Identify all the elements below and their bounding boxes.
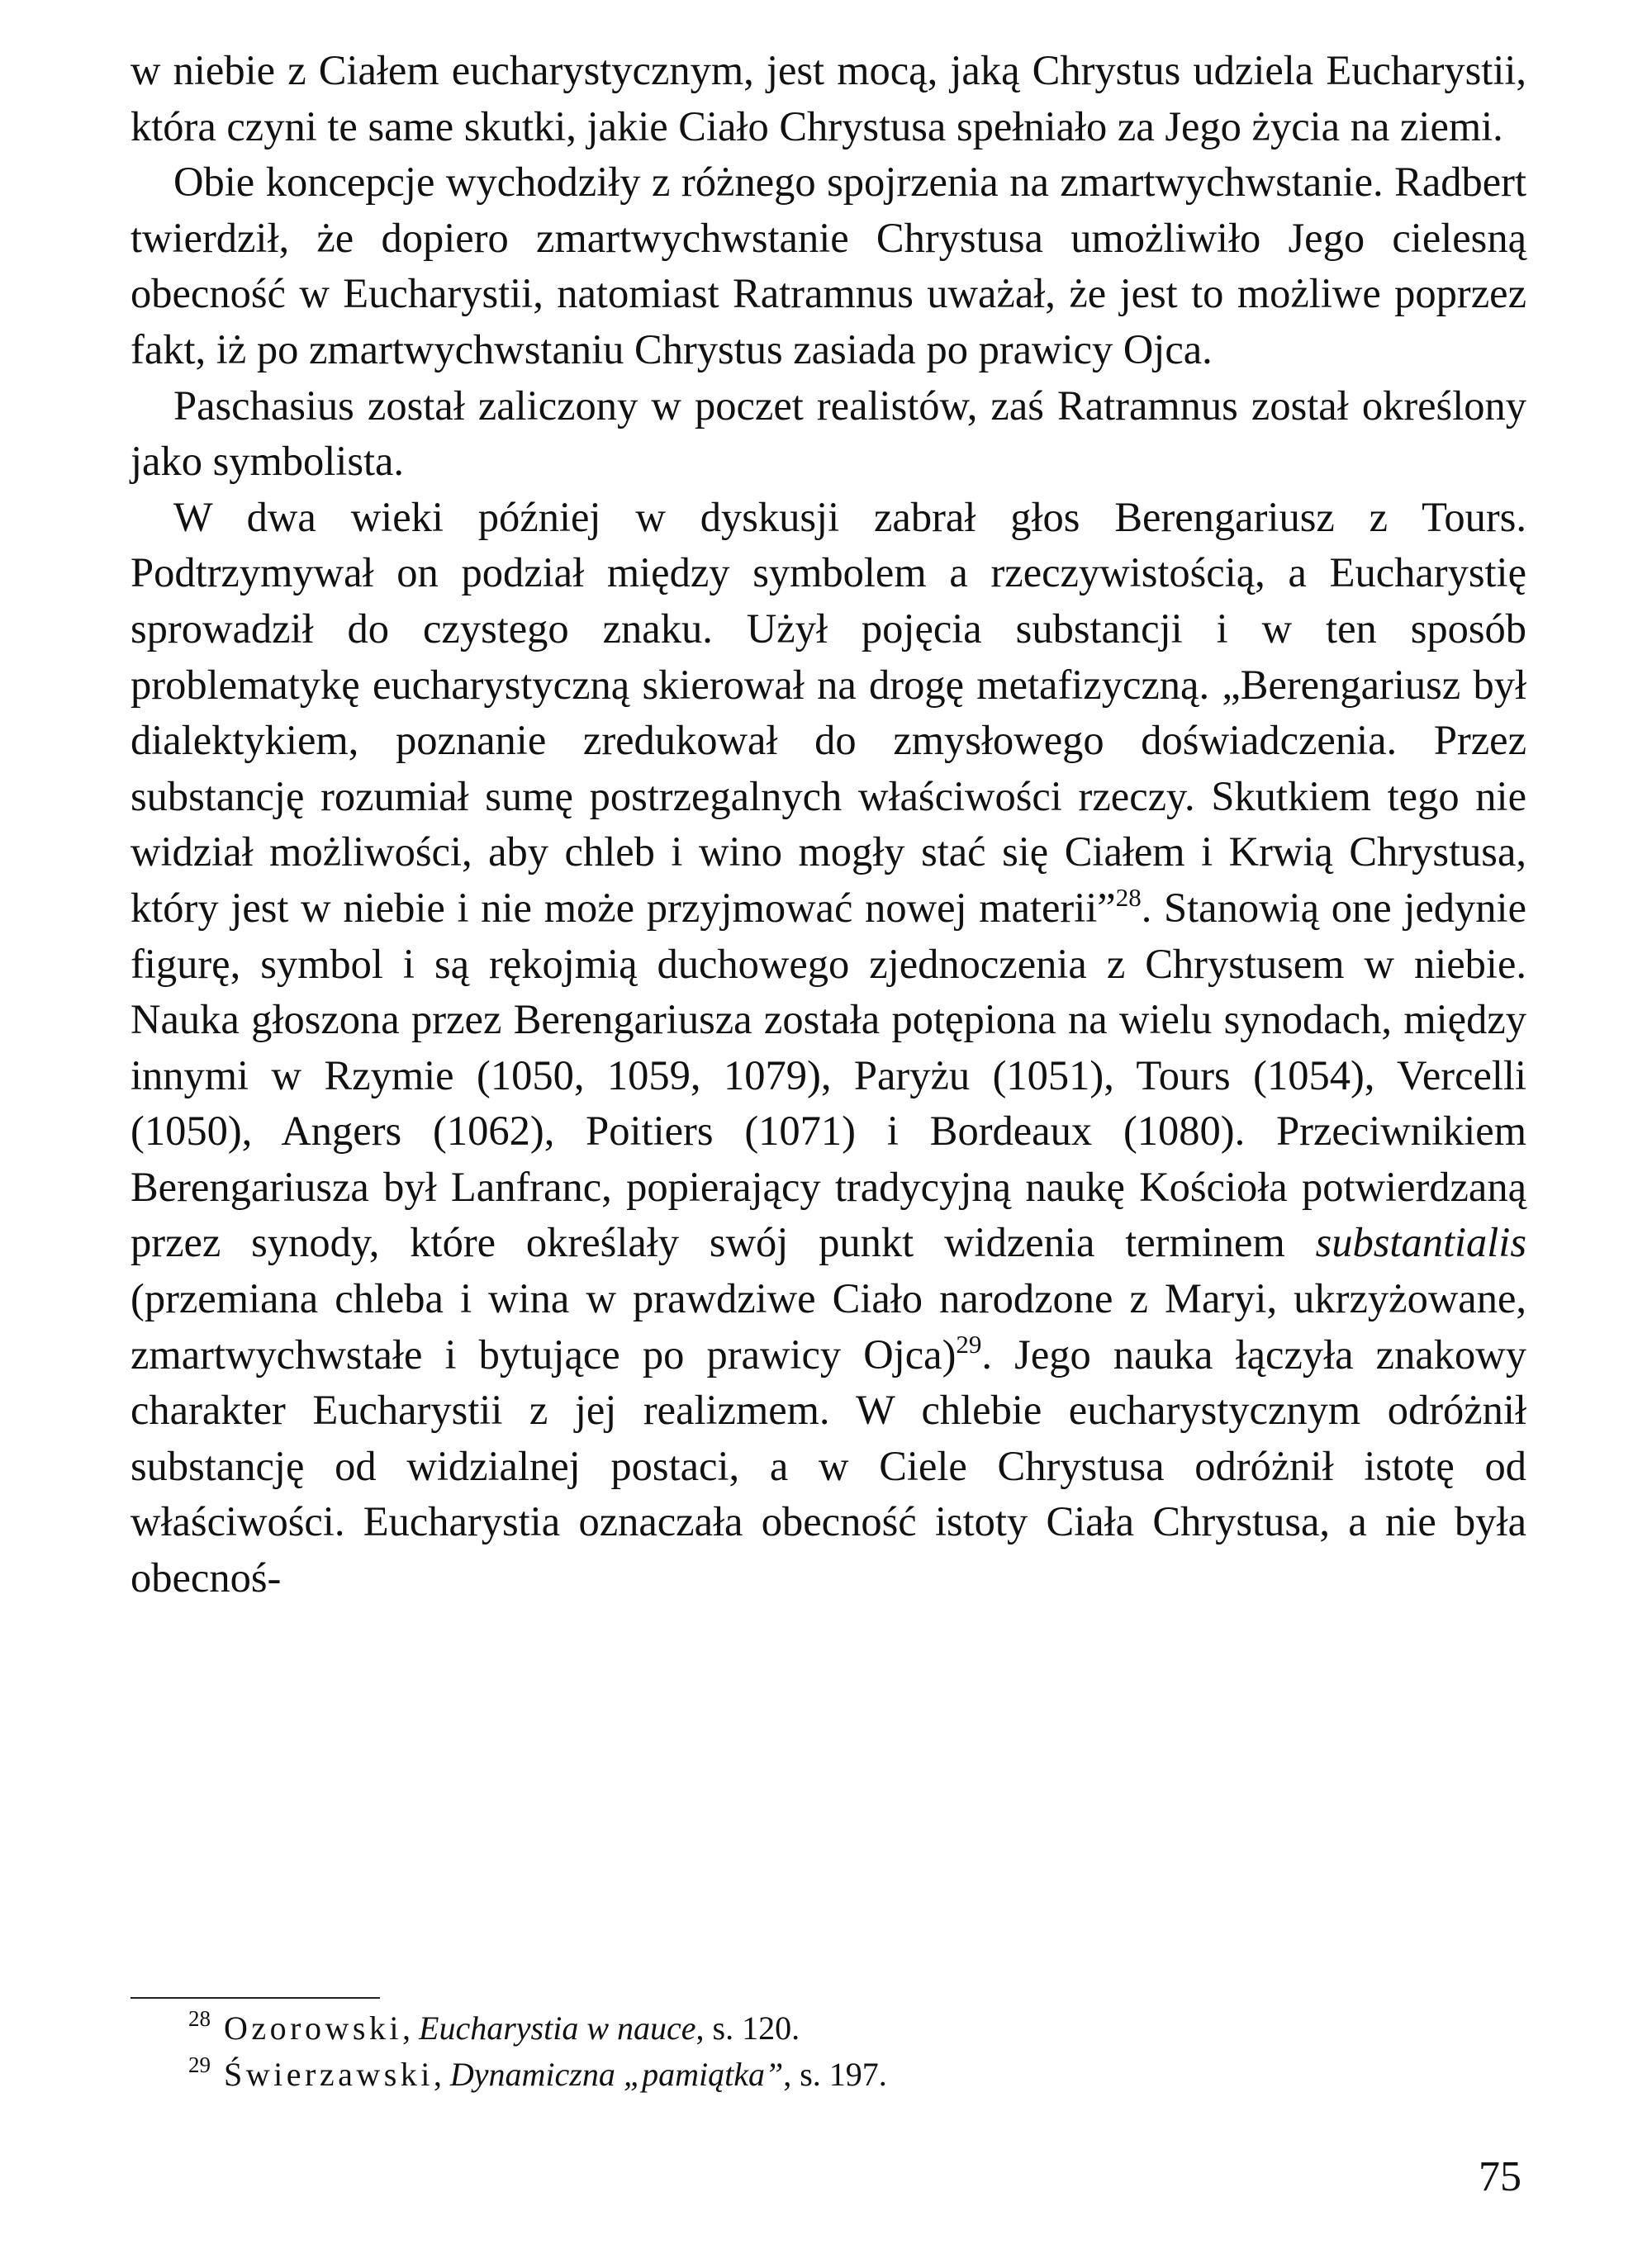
paragraph <box>131 43 1526 154</box>
footnote: $^{29}$ Świerzawski, Dynamiczna „pamiątka”, s. 197. <box>188 2052 887 2093</box>
footnote-reference: 29 <box>956 1329 982 1359</box>
main-text <box>131 43 1526 1606</box>
paragraph-text: (przemiana chleba i wina w prawdziwe Ciało narodzone z Maryi, ukrzyżowane, zmartwychwstałe i bytujące po prawicy Ojca) <box>131 1275 1526 1378</box>
footnote-author: Świerzawski <box>224 2056 434 2093</box>
footnote-author: Ozorowski <box>224 2009 403 2047</box>
paragraph-text: w niebie z Ciałem eucharystycznym, jest mocą, jaką Chrystus udziela Eucharystii, która czyni te same skutki, jakie Ciało Chrystusa spełniało za Jego życia na ziemi. <box>131 47 1526 149</box>
footnote-title: Eucharystia w nauce <box>419 2009 696 2047</box>
footnote-page: , s. 120. <box>695 2009 800 2047</box>
paragraph <box>131 378 1526 490</box>
footnote: $^{28}$ Ozorowski, Eucharystia w nauce, s. 120. <box>188 2006 800 2047</box>
paragraph <box>131 154 1526 377</box>
footnote-number: 29 <box>188 2052 211 2077</box>
footnote-separator <box>131 1997 380 1999</box>
paragraph-text: Obie koncepcje wychodziły z różnego spojrzenia na zmartwychwstanie. Radbert twierdził, że dopiero zmartwychwstanie Chrystusa umożliwiło Jego cielesną obecność w Eucharystii, natomiast Ratramnus uważał, że jest to możliwe poprzez fakt, iż po zmartwychwstaniu Chrystus zasiada po prawicy Ojca. <box>131 159 1526 372</box>
paragraph <box>131 490 1526 1606</box>
footnote-number: 28 <box>188 2006 211 2031</box>
paragraph-text: W dwa wieki później w dyskusji zabrał głos Berengariusz z Tours. Podtrzymywał on podział między symbolem a rzeczywistością, a Eucharystię sprowadził do czystego znaku. Użył pojęcia substancji i w ten sposób problematykę eucharystyczną skierował na drogę metafizyczną. „Berengariusz był dialektykiem, poznanie zredukował do zmysłowego doświadczenia. Przez substancję rozumiał sumę postrzegalnych właściwości rzeczy. Skutkiem tego nie widział możliwości, aby chleb i wino mogły stać się Ciałem i Krwią Chrystusa, który jest w niebie i nie może przyjmować nowej materii” <box>131 493 1526 931</box>
footnote-title: Dynamiczna „pamiątka” <box>449 2056 784 2093</box>
footnote-page: , s. 197. <box>783 2056 887 2093</box>
paragraph-text: . Stanowią one jedynie figurę, symbol i są rękojmią duchowego zjednoczenia z Chrystusem w niebie. Nauka głoszona przez Berengariusza została potępiona na wielu synodach, między innymi w Rzymie (1050, 1059, 1079), Paryżu (1051), Tours (1054), Vercelli (1050), Angers (1062), Poitiers (1071) i Bordeaux (1080). Przeciwnikiem Berengariusza był Lanfranc, popierający tradycyjną naukę Kościoła potwierdzaną przez synody, które określały swój punkt widzenia terminem <box>131 884 1527 1266</box>
paragraph-text: Paschasius został zaliczony w poczet realistów, zaś Ratramnus został określony jako symbolista. <box>131 382 1526 485</box>
italic-term: substantialis <box>1315 1219 1526 1266</box>
footnotes <box>188 2005 1427 2098</box>
page-number: 75 <box>1479 2153 1521 2200</box>
footnote-reference: 28 <box>1115 882 1142 912</box>
paragraph-text: . Jego nauka łączyła znakowy charakter Eucharystii z jej realizmem. W chlebie eucharystycznym odróżnił substancję od widzialnej postaci, a w Ciele Chrystusa odróżnił istotę od właściwości. Eucharystia oznaczała obecność istoty Ciała Chrystusa, a nie była obecnoś- <box>131 1331 1526 1601</box>
